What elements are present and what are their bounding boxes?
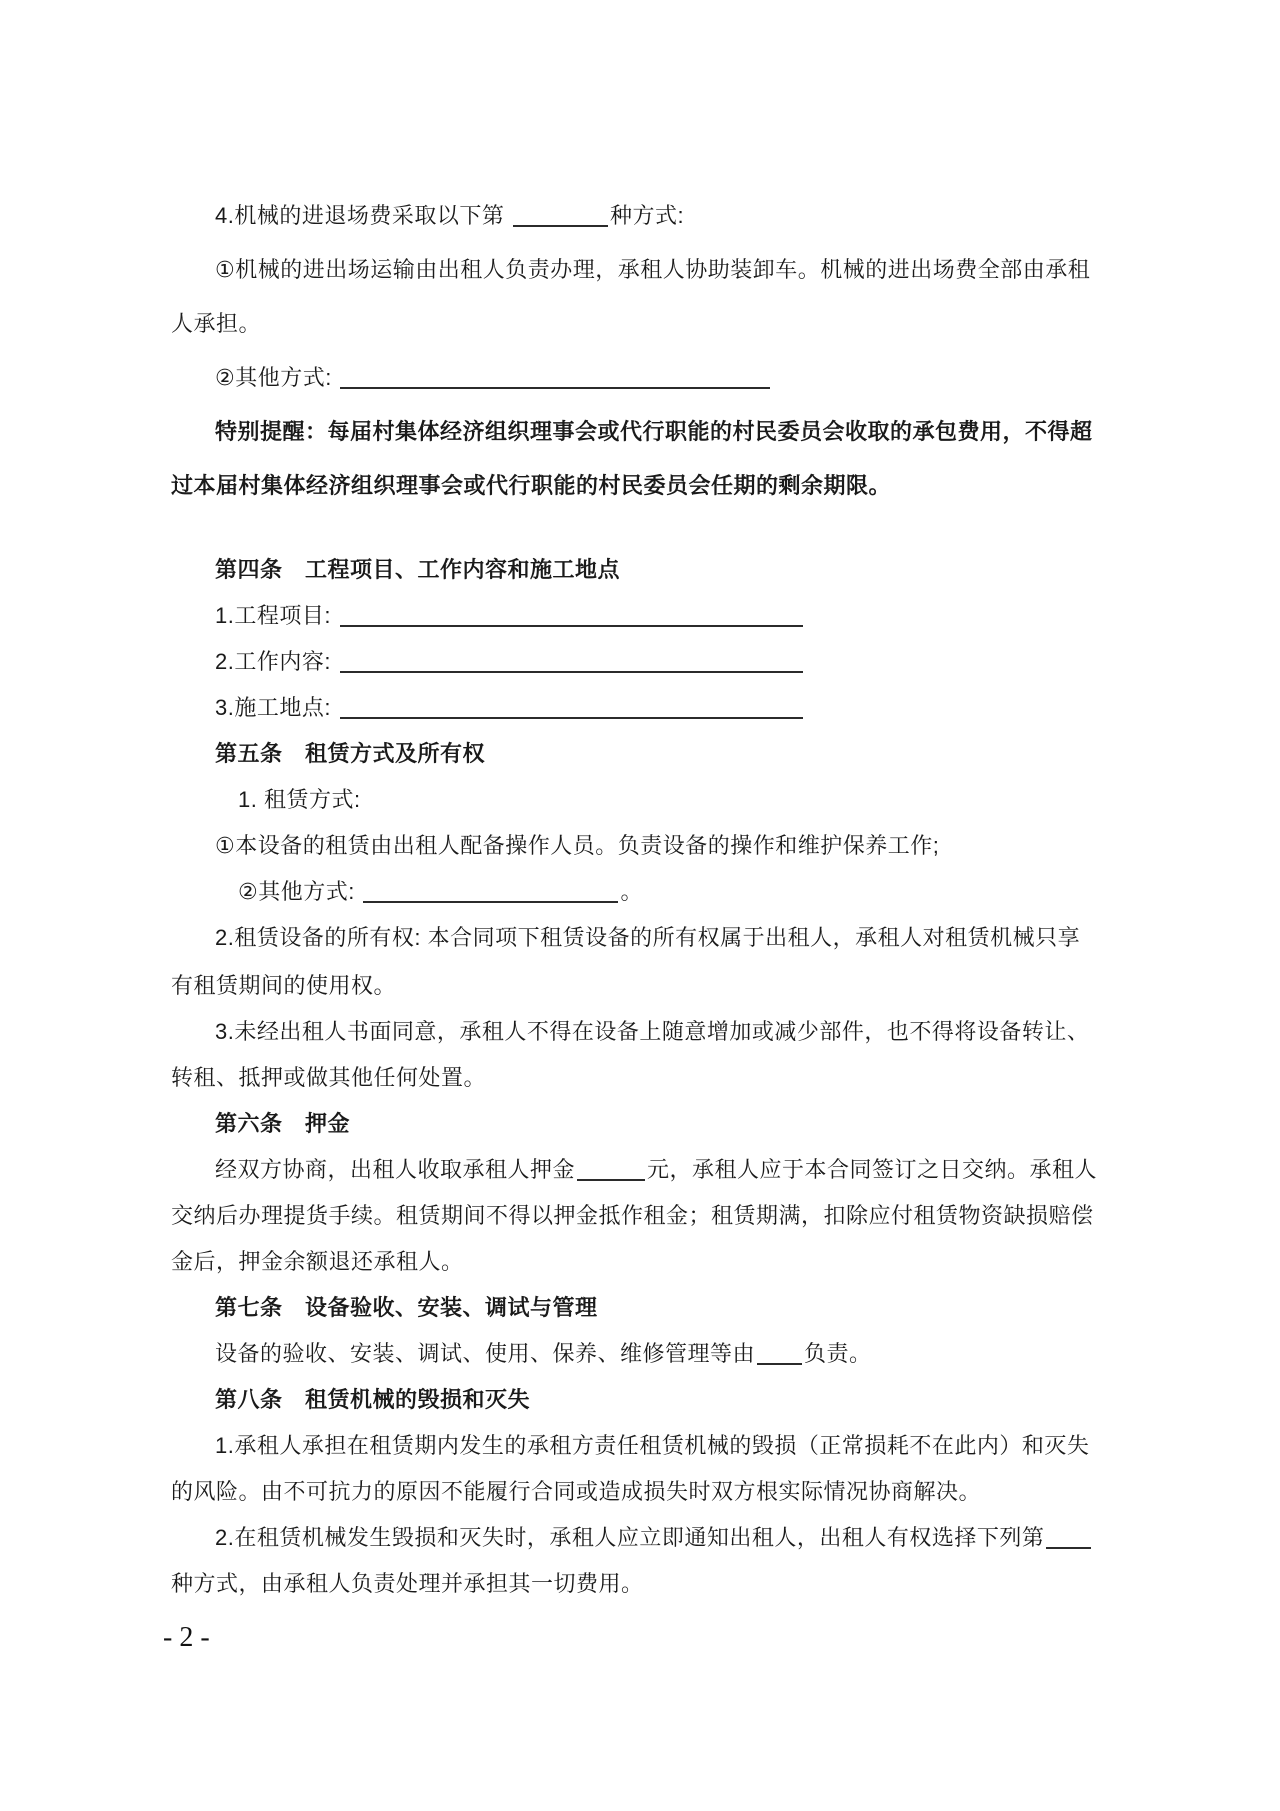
text-segment: 第七条 设备验收、安装、调试与管理 — [215, 1295, 598, 1320]
text-segment: 1.承租人承担在租赁期内发生的承租方责任租赁机械的毁损（正常损耗不在此内）和灭失 — [215, 1433, 1090, 1458]
text-segment: 元，承租人应于本合同签订之日交纳。承租人 — [647, 1157, 1098, 1182]
text-line — [215, 1339, 872, 1369]
text-segment: 第五条 租赁方式及所有权 — [215, 741, 486, 766]
text-line — [215, 363, 772, 393]
text-segment: 金后，押金余额退还承租人。 — [171, 1249, 464, 1274]
text-segment: ①本设备的租赁由出租人配备操作人员。负责设备的操作和维护保养工作; — [215, 833, 940, 858]
text-segment: 设备的验收、安装、调试、使用、保养、维修管理等由 — [215, 1341, 756, 1366]
text-segment: 2.在租赁机械发生毁损和灭失时，承租人应立即通知出租人，出租人有权选择下列第 — [215, 1525, 1045, 1550]
text-line — [215, 1431, 1089, 1461]
text-line — [215, 831, 939, 861]
text-segment: 。 — [620, 879, 643, 904]
text-line — [215, 255, 1090, 285]
blank-underline — [340, 668, 803, 673]
section-heading — [215, 1293, 598, 1323]
blank-underline — [340, 384, 770, 389]
text-segment: 1. 租赁方式: — [238, 787, 361, 812]
text-line — [215, 1017, 1089, 1047]
text-line — [215, 601, 805, 631]
section-heading — [215, 555, 620, 585]
text-segment: 人承担。 — [171, 311, 262, 336]
section-heading — [215, 739, 485, 769]
text-segment: 特别提醒：每届村集体经济组织理事会或代行职能的村民委员会收取的承包费用，不得超 — [215, 419, 1093, 444]
text-line — [215, 1155, 1097, 1185]
text-line — [238, 877, 643, 907]
text-line — [171, 1477, 981, 1507]
text-line — [215, 693, 805, 723]
text-segment: 负责。 — [804, 1341, 872, 1366]
text-segment: ②其他方式: — [215, 365, 339, 390]
text-segment: 2.租赁设备的所有权: 本合同项下租赁设备的所有权属于出租人，承租人对租赁机械只享 — [215, 925, 1081, 950]
text-segment: 4.机械的进退场费采取以下第 — [215, 203, 511, 228]
text-segment: 种方式，由承租人负责处理并承担其一切费用。 — [171, 1571, 644, 1596]
section-heading — [215, 1385, 530, 1415]
text-segment: 第六条 押金 — [215, 1111, 351, 1136]
text-segment: 1.工程项目: — [215, 603, 338, 628]
text-line — [238, 785, 361, 815]
text-line — [171, 1569, 644, 1599]
text-segment: 转租、抵押或做其他任何处置。 — [171, 1065, 487, 1090]
text-segment: 3.未经出租人书面同意，承租人不得在设备上随意增加或减少部件，也不得将设备转让、 — [215, 1019, 1090, 1044]
text-line — [215, 201, 684, 231]
text-line — [171, 309, 261, 339]
blank-underline — [577, 1176, 645, 1181]
text-line — [171, 1063, 486, 1093]
section-heading — [215, 1109, 350, 1139]
text-line — [171, 1247, 464, 1277]
text-segment: 的风险。由不可抗力的原因不能履行合同或造成损失时双方根实际情况协商解决。 — [171, 1479, 982, 1504]
text-segment: 交纳后办理提货手续。租赁期间不得以押金抵作租金；租赁期满，扣除应付租赁物资缺损赔偿 — [171, 1203, 1094, 1228]
text-line — [215, 1523, 1093, 1553]
emphasis-line — [171, 471, 891, 501]
text-segment: 第八条 租赁机械的毁损和灭失 — [215, 1387, 531, 1412]
text-line — [171, 971, 396, 1001]
text-segment: 过本届村集体经济组织理事会或代行职能的村民委员会任期的剩余期限。 — [171, 473, 892, 498]
blank-underline — [363, 898, 618, 903]
text-segment: 2.工作内容: — [215, 649, 338, 674]
text-segment: 第四条 工程项目、工作内容和施工地点 — [215, 557, 621, 582]
blank-underline — [513, 222, 608, 227]
text-line — [171, 1201, 1094, 1231]
blank-underline — [1046, 1544, 1091, 1549]
page-number: - 2 - — [163, 1622, 210, 1653]
blank-underline — [340, 622, 803, 627]
text-segment: 种方式: — [609, 203, 685, 228]
text-segment: 3.施工地点: — [215, 695, 338, 720]
blank-underline — [340, 714, 803, 719]
text-segment: 有租赁期间的使用权。 — [171, 973, 397, 998]
text-line — [215, 647, 805, 677]
text-segment: ①机械的进出场运输由出租人负责办理，承租人协助装卸车。机械的进出场费全部由承租 — [215, 257, 1091, 282]
text-line — [215, 923, 1080, 953]
text-segment: ②其他方式: — [238, 879, 362, 904]
emphasis-line — [215, 417, 1093, 447]
text-segment: 经双方协商，出租人收取承租人押金 — [215, 1157, 576, 1182]
blank-underline — [757, 1360, 802, 1365]
